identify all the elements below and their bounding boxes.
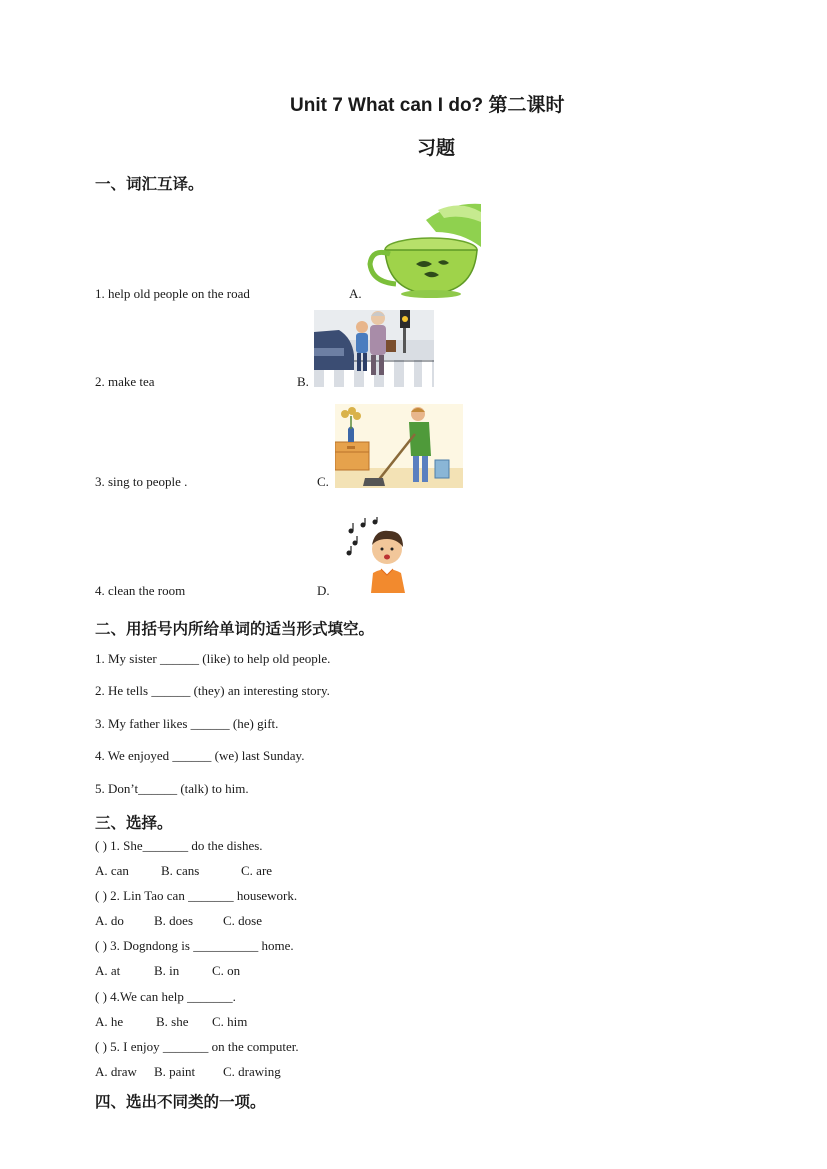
list-item: 2. He tells ______ (they) an interesting story.: [95, 683, 330, 698]
list-item: 4. clean the room: [95, 583, 186, 598]
choice-b: B. paint: [154, 1064, 196, 1079]
question: ( ) 3. Dogndong is __________ home.: [95, 938, 294, 953]
list-item: 3. My father likes ______ (he) gift.: [95, 716, 279, 731]
choice-a: A. draw: [95, 1064, 137, 1079]
choice-c: C. him: [212, 1014, 248, 1029]
list-item: 1. My sister ______ (like) to help old people.: [95, 651, 331, 666]
choice-b: B. does: [154, 913, 193, 928]
list-item: 2. make tea: [95, 374, 155, 389]
page-subtitle: 习题: [417, 138, 456, 159]
choice-a: A. can: [95, 863, 129, 878]
choice-c: C. dose: [223, 913, 262, 928]
list-item: 1. help old people on the road: [95, 286, 250, 301]
section-heading: 二、用括号内所给单词的适当形式填空。: [95, 620, 375, 638]
choice-b: B. she: [156, 1014, 189, 1029]
tea-cup-image: [366, 202, 481, 299]
list-item: 4. We enjoyed ______ (we) last Sunday.: [95, 748, 305, 763]
question: ( ) 2. Lin Tao can _______ housework.: [95, 888, 298, 903]
choice-c: C. drawing: [223, 1064, 281, 1079]
boy-singing-image: [343, 517, 415, 593]
question: ( ) 4.We can help _______.: [95, 989, 236, 1004]
choice-a: A. he: [95, 1014, 124, 1029]
list-item: 3. sing to people .: [95, 474, 188, 489]
choice-b: B. in: [154, 963, 180, 978]
choice-b: B. cans: [161, 863, 200, 878]
choice-a: A. at: [95, 963, 121, 978]
option-label: B.: [297, 374, 309, 389]
choice-c: C. on: [212, 963, 241, 978]
question: ( ) 5. I enjoy _______ on the computer.: [95, 1039, 299, 1054]
section-heading: 四、选出不同类的一项。: [95, 1093, 266, 1111]
sweeping-floor-image: [335, 404, 463, 488]
crossing-road-image: [314, 310, 434, 387]
option-label: A.: [349, 286, 362, 301]
option-label: C.: [317, 474, 329, 489]
choice-c: C. are: [241, 863, 273, 878]
section-heading: 三、选择。: [95, 814, 173, 832]
section-heading: 一、词汇互译。: [95, 175, 204, 193]
option-label: D.: [317, 583, 330, 598]
list-item: 5. Don’t______ (talk) to him.: [95, 781, 249, 796]
choice-a: A. do: [95, 913, 124, 928]
question: ( ) 1. She_______ do the dishes.: [95, 838, 263, 853]
page-title: Unit 7 What can I do? 第二课时: [290, 95, 565, 116]
